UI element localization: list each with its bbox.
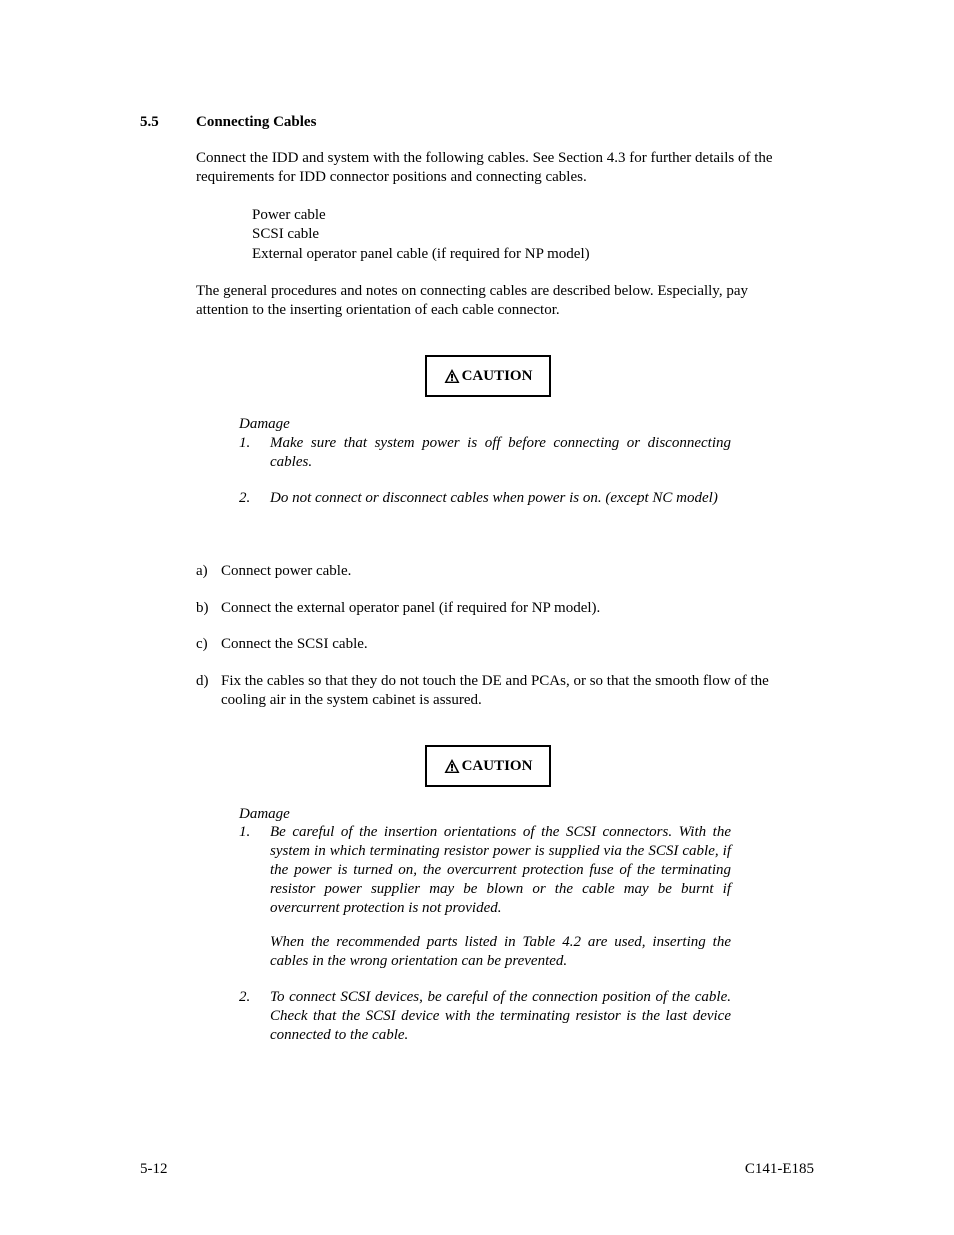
- general-paragraph: The general procedures and notes on connecting cables are described below. Especially, pay attention to the inserting orientation of each cable connector.: [196, 283, 748, 318]
- caution-item-number: 2.: [239, 989, 251, 1005]
- caution-box: [425, 355, 551, 397]
- caution-item-text: Make sure that system power is off before connecting or disconnecting cables.: [270, 435, 731, 470]
- caution-box: [425, 745, 551, 787]
- caution-label: CAUTION: [461, 367, 533, 384]
- cable-list-item: Power cable: [252, 207, 326, 223]
- caution-item-number: 1.: [239, 824, 251, 840]
- step-text: Connect the SCSI cable.: [221, 636, 368, 652]
- caution-label: CAUTION: [461, 757, 533, 774]
- step-label: a): [196, 563, 208, 579]
- intro-paragraph: Connect the IDD and system with the following cables. See Section 4.3 for further details of the requirements for IDD connector positions and connecting cables.: [196, 150, 773, 185]
- caution-item-text: To connect SCSI devices, be careful of the connection position of the cable. Check that the SCSI device with the terminating resistor is the last device connected to the cable.: [270, 989, 731, 1043]
- step-label: b): [196, 600, 209, 616]
- warning-triangle-icon: [444, 368, 460, 384]
- step-label: c): [196, 636, 208, 652]
- caution-title: Damage: [239, 416, 290, 432]
- caution-title: Damage: [239, 806, 290, 822]
- caution-item-text: Be careful of the insertion orientations of the SCSI connectors. With the system in which terminating resistor power is supplied via the SCSI cable, if the power is turned on, the overcurrent protection fuse of the terminating resistor power supplier may be blown or the cable may be burnt if overcurrent protection is not provided.: [270, 824, 731, 916]
- warning-triangle-icon: [444, 758, 460, 774]
- step-text: Connect power cable.: [221, 563, 352, 579]
- cable-list-item: External operator panel cable (if required for NP model): [252, 246, 590, 262]
- caution-item-note: When the recommended parts listed in Table 4.2 are used, inserting the cables in the wrong orientation can be prevented.: [270, 934, 731, 969]
- step-text: Connect the external operator panel (if required for NP model).: [221, 600, 601, 616]
- caution-item-text: Do not connect or disconnect cables when power is on. (except NC model): [270, 490, 718, 506]
- caution-item-number: 2.: [239, 490, 251, 506]
- step-label: d): [196, 673, 209, 689]
- cable-list-item: SCSI cable: [252, 226, 320, 242]
- page-number: 5-12: [140, 1161, 168, 1177]
- section-number: 5.5: [140, 114, 159, 130]
- section-title: Connecting Cables: [196, 114, 317, 130]
- caution-item-number: 1.: [239, 435, 251, 451]
- document-code: C141-E185: [744, 1161, 814, 1177]
- step-text: Fix the cables so that they do not touch the DE and PCAs, or so that the smooth flow of the cooling air in the system cabinet is assured.: [221, 673, 769, 708]
